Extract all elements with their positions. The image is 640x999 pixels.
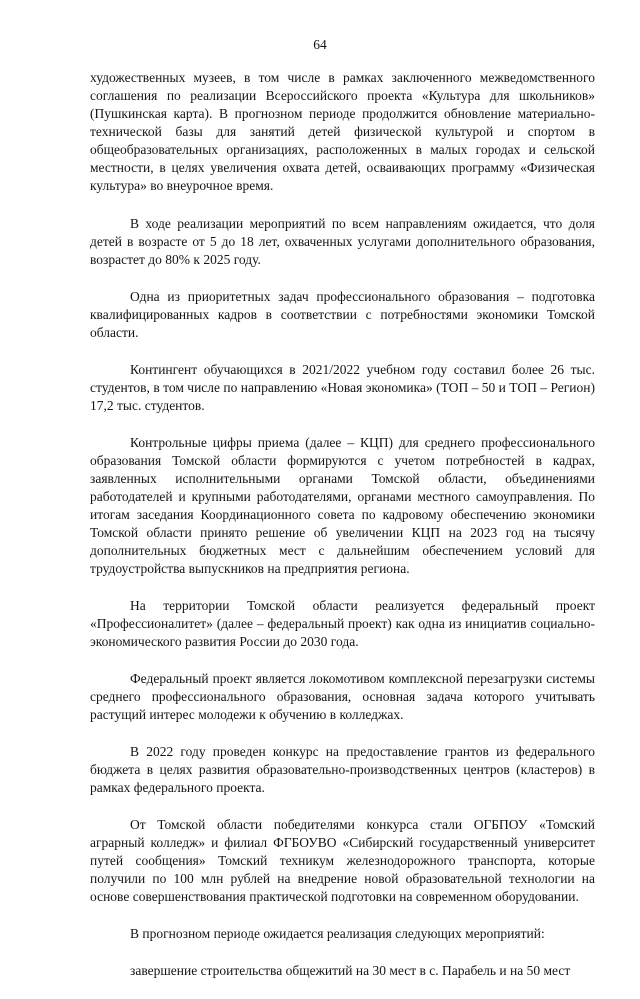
page-number: 64 (313, 37, 327, 52)
paragraph-4: Контингент обучающихся в 2021/2022 учебном году составил более 26 тыс. студентов, в том числе по направлению «Новая экономика» (ТОП – 50 и ТОП – Регион) 17,2 тыс. студентов. (90, 362, 595, 413)
paragraph-10: В прогнозном периоде ожидается реализация следующих мероприятий: (130, 926, 545, 941)
paragraph-1: художественных музеев, в том числе в рамках заключенного межведомственного соглашения по реализации Всероссийского проекта «Культура для школьников» (Пушкинская карта). В прогнозном периоде продолжится обновление материально-технической базы для занятий детей физической культурой и спортом в общеобразовательных организациях, расположенных в малых городах и сельской местности, в целях увеличения охвата детей, осваивающих программу «Физическая культура» во внеурочное время. (90, 70, 595, 193)
paragraph-6: На территории Томской области реализуется федеральный проект «Профессионалитет» (далее – федеральный проект) как одна из инициатив социально-экономического развития России до 2030 года. (90, 598, 595, 649)
paragraph-7: Федеральный проект является локомотивом комплексной перезагрузки системы среднего профессионального образования, основная задача которого учитывать растущий интерес молодежи к обучению в колледжах. (90, 671, 595, 722)
paragraph-5: Контрольные цифры приема (далее – КЦП) для среднего профессионального образования Томской области формируются с учетом потребностей в кадрах, заявленных исполнительными органами Томской области, объединениями работодателей и крупными работодателями, органами местного самоуправления. По итогам заседания Координационного совета по кадровому обеспечению экономики Томской области принято решение об увеличении КЦП на 2023 год на тысячу дополнительных бюджетных мест с дальнейшим обеспечением условий для трудоустройства выпускников на предприятия региона. (90, 435, 595, 576)
paragraph-11: завершение строительства общежитий на 30 мест в с. Парабель и на 50 мест (130, 963, 571, 978)
paragraph-2: В ходе реализации мероприятий по всем направлениям ожидается, что доля детей в возрасте от 5 до 18 лет, охваченных услугами дополнительного образования, возрастет до 80% к 2025 году. (90, 216, 595, 267)
paragraph-8: В 2022 году проведен конкурс на предоставление грантов из федерального бюджета в целях развития образовательно-производственных центров (кластеров) в рамках федерального проекта. (90, 744, 595, 795)
paragraph-3: Одна из приоритетных задач профессионального образования – подготовка квалифицированных кадров в соответствии с потребностями экономики Томской области. (90, 289, 595, 340)
paragraph-9: От Томской области победителями конкурса стали ОГБПОУ «Томский аграрный колледж» и филиал ФГБОУВО «Сибирский государственный университет путей сообщения» Томский техникум железнодорожного транспорта, которые получили по 100 млн рублей на внедрение новой образовательной технологии на основе совершенствования практической подготовки на современном оборудовании. (90, 817, 595, 904)
body-text (90, 69, 595, 999)
